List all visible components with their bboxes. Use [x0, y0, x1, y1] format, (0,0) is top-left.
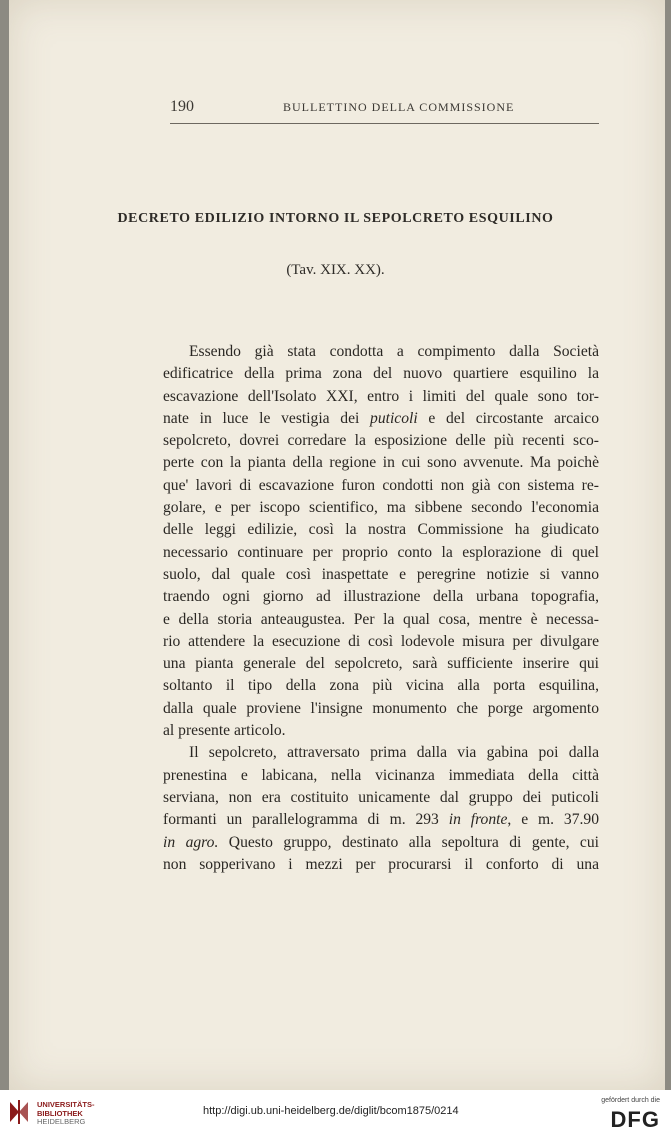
text-line: soltanto il tipo della zona più vicina alla porta esquilina, — [163, 677, 599, 695]
library-name-line: BIBLIOTHEK — [37, 1108, 83, 1118]
text-line — [163, 809, 599, 831]
text-line: sepolcreto, dovrei corredare la esposizione delle più recenti sco- — [163, 432, 599, 450]
text-line: necessario continuare per proprio conto la esplorazione di quel — [163, 543, 599, 561]
text-run: , e m. 37.90 — [507, 811, 599, 829]
text-line: escavazione dell'Isolato XXI, entro i limiti del quale sono tor- — [163, 387, 599, 405]
library-name-line: HEIDELBERG — [37, 1117, 86, 1126]
text-run: e del circostante arcaico — [417, 409, 599, 427]
text-line: perte con la pianta della regione in cui sono avvenute. Ma poichè — [163, 454, 599, 472]
text-line: que' lavori di escavazione furon condotti non già con sistema re- — [163, 476, 599, 494]
text-line: non sopperivano i mezzi per procurarsi il conforto di una — [163, 855, 599, 873]
text-line: e della storia anteaugustea. Per la qual cosa, mentre è necessa- — [163, 610, 599, 628]
header-rule — [170, 123, 599, 124]
text-line — [163, 408, 599, 430]
university-library-logo-icon — [7, 1098, 31, 1126]
article-body — [163, 341, 599, 876]
text-line: golare, e per iscopo scientifico, ma sibbene secondo l'economia — [163, 499, 599, 517]
text-run: formanti un parallelogramma di m. 293 — [163, 811, 449, 829]
dfg-logo: DFG — [610, 1107, 660, 1132]
text-line: edificatrice della prima zona del nuovo quartiere esquilino la — [163, 365, 599, 383]
italic-term: in agro. — [163, 833, 219, 851]
funding-note: gefördert durch die — [601, 1097, 660, 1104]
article-title: DECRETO EDILIZIO INTORNO IL SEPOLCRETO ESQUILINO — [117, 211, 554, 226]
paragraph-1 — [163, 341, 599, 742]
text-line: delle leggi edilizie, così la nostra Commissione ha giudicato — [163, 521, 599, 539]
text-run: nate in luce le vestigia dei — [163, 409, 371, 427]
digitization-footer — [0, 1090, 671, 1139]
text-line: rio attendere la esecuzione di così lodevole misura per divulgare — [163, 632, 599, 650]
text-line: prenestina e labicana, nella vicinanza immediata della città — [163, 766, 599, 784]
italic-term: in fronte — [448, 811, 508, 829]
library-name — [37, 1101, 95, 1127]
running-title: BULLETTINO DELLA COMMISSIONE — [283, 100, 515, 114]
text-line: suolo, dal quale così inaspettate e peregrine notizie si vanno — [163, 565, 599, 583]
text-line: dalla quale proviene l'insigne monumento che porge argomento — [163, 699, 599, 717]
text-line: traendo ogni giorno ad illustrazione della urbana topografia, — [163, 588, 599, 606]
text-line: serviana, non era costituito unicamente dal gruppo dei puticoli — [163, 788, 599, 806]
text-line — [163, 832, 599, 854]
library-name-line: UNIVERSITÄTS- — [37, 1100, 95, 1109]
text-line: al presente articolo. — [163, 722, 286, 740]
italic-term: puticoli — [370, 409, 418, 427]
page-number: 190 — [170, 98, 194, 115]
plate-reference: (Tav. XIX. XX). — [286, 262, 385, 278]
text-line: Il sepolcreto, attraversato prima dalla via gabina poi dalla — [189, 744, 599, 762]
permalink-url[interactable]: http://digi.ub.uni-heidelberg.de/diglit/bcom1875/0214 — [203, 1105, 459, 1117]
text-line: Essendo già stata condotta a compimento dalla Società — [189, 343, 599, 360]
paragraph-2 — [163, 742, 599, 876]
text-run: Questo gruppo, destinato alla sepoltura di gente, cui — [218, 833, 599, 851]
text-line: una pianta generale del sepolcreto, sarà sufficiente inserire qui — [163, 655, 599, 673]
